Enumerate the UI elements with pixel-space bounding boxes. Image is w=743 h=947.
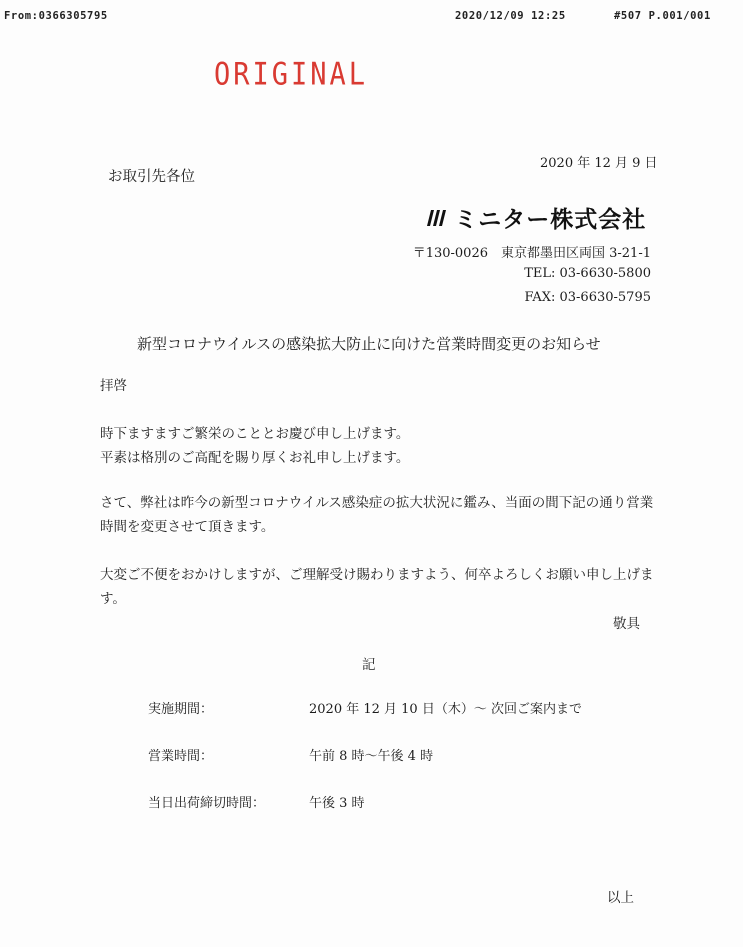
detail-value: 午前 8 時～午後 4 時 [309, 749, 434, 764]
ki-heading: 記 [362, 657, 376, 673]
end-mark: 以上 [607, 890, 634, 906]
fax-datetime: 2020/12/09 12:25 [455, 10, 566, 22]
greeting-line: 平素は格別のご高配を賜り厚くお礼申し上げます。 [100, 450, 410, 466]
greeting-line: 時下ますますご繁栄のこととお慶び申し上げます。 [100, 426, 410, 442]
opening: 拝啓 [100, 378, 127, 394]
detail-value: 午後 3 時 [309, 796, 365, 811]
document-title: 新型コロナウイルスの感染拡大防止に向けた営業時間変更のお知らせ [137, 335, 601, 353]
body-paragraph-1 [100, 491, 653, 539]
fax-from: From:0366305795 [4, 10, 108, 22]
body-line: 時間を変更させて頂きます。 [100, 519, 275, 535]
original-stamp: ORIGINAL [214, 57, 369, 93]
body-line: 大変ご不便をおかけしますが、ご理解受け賜わりますよう、何卒よろしくお願い申し上げま [100, 567, 654, 583]
recipient: お取引先各位 [108, 169, 195, 185]
body-line: さて、弊社は昨今の新型コロナウイルス感染症の拡大状況に鑑み、当面の間下記の通り営業 [100, 495, 654, 511]
body-paragraph-2 [100, 563, 654, 611]
company-name: ミニター株式会社 [454, 207, 647, 233]
closing: 敬具 [613, 616, 640, 632]
company-tel: TEL: 03-6630-5800 [524, 266, 651, 281]
greeting-paragraph [100, 422, 409, 470]
company-address: 〒130-0026 東京都墨田区両国 3-21-1 [412, 246, 651, 261]
company-logo [424, 201, 647, 233]
detail-label: 当日出荷締切時間： [148, 796, 266, 811]
detail-label: 実施期間： [148, 702, 214, 717]
company-logo-icon [424, 206, 448, 230]
document-date: 2020 年 12 月 9 日 [540, 156, 658, 171]
fax-page: #507 P.001/001 [614, 10, 711, 22]
company-fax: FAX: 03-6630-5795 [524, 290, 651, 305]
detail-label: 営業時間： [148, 749, 214, 764]
body-line: す。 [100, 591, 126, 607]
detail-value: 2020 年 12 月 10 日（木）～ 次回ご案内まで [309, 702, 582, 717]
